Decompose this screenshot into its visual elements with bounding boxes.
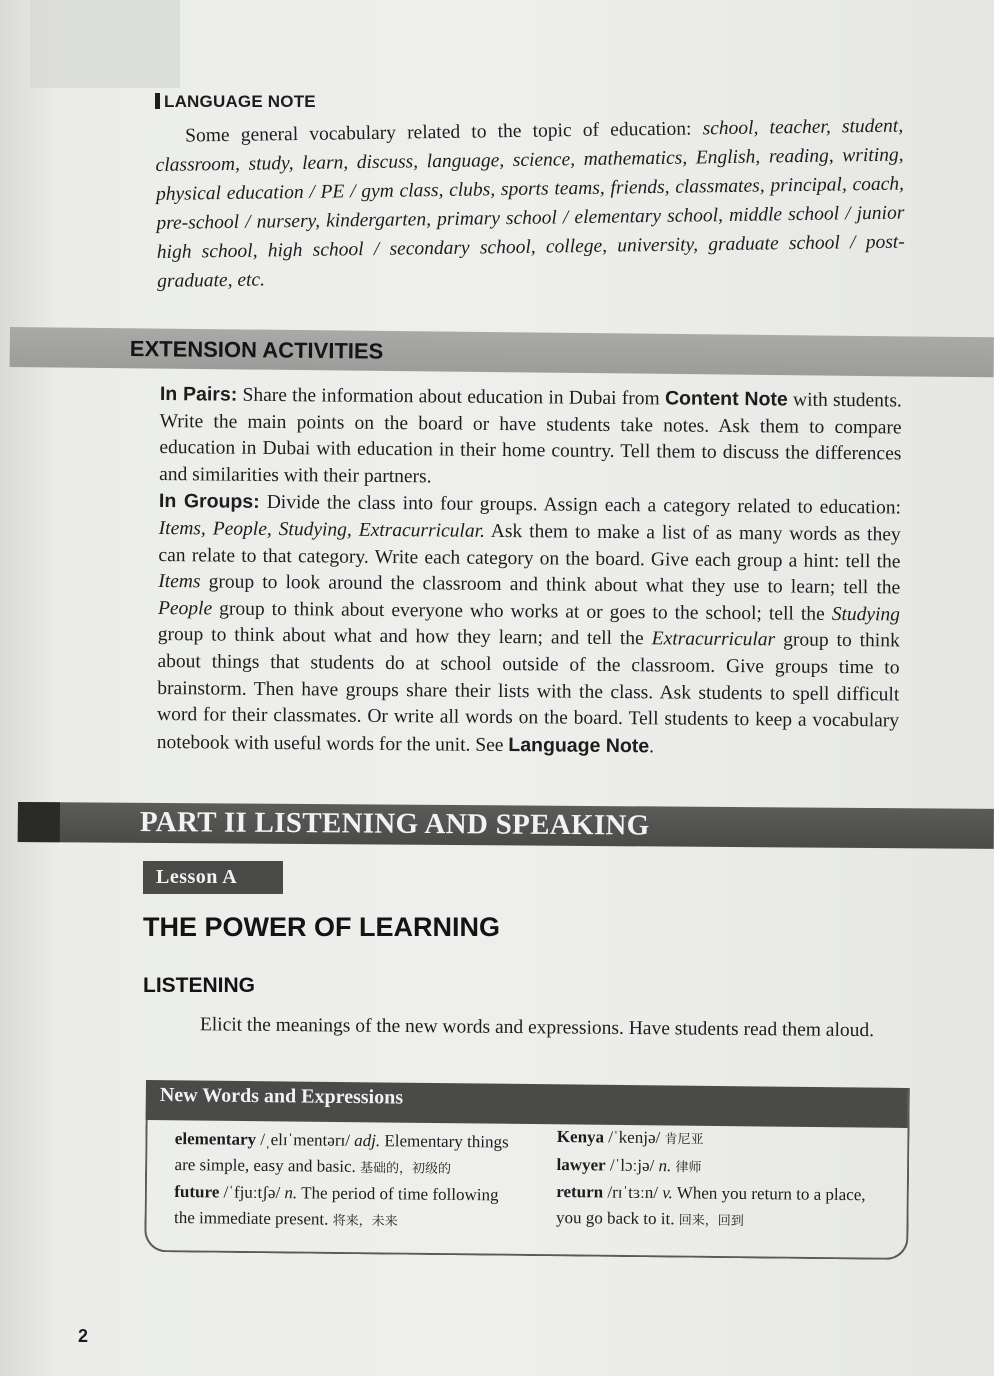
in-groups-text: Divide the class into four groups. Assign each a category related to education: [259,492,902,519]
pronunciation: /ˈkenjə/ [604,1127,665,1148]
page-number: 2 [78,1326,89,1346]
in-groups-text-2: Ask them to make a list of as many words as they can relate to that category. Write each category on the board. Give each group a hint: tell the [158,520,901,573]
headword: return [556,1181,604,1202]
definition: Elementary things are simple, easy and basic. [174,1131,509,1176]
language-note-intro: Some general vocabulary related to the topic of education: [185,118,703,147]
part-title: PART II LISTENING AND SPEAKING [139,806,650,842]
pronunciation: /ˌelɪˈmentərɪ/ [255,1129,355,1150]
content-note-reference: Content Note [664,387,788,411]
part-of-speech: v. [662,1183,673,1203]
in-groups-text-4: group to think about everyone who works at or goes to the school; tell the [212,598,832,625]
in-groups-paragraph [157,488,901,762]
in-groups-text-5: group to think about what and how they learn; and tell the [157,624,652,650]
listening-instruction-text: Elicit the meanings of the new words and expressions. Have students read them aloud. [199,1014,875,1042]
pronunciation: /ˈfjuːtʃə/ [219,1182,285,1203]
studying-category: Studying [831,603,901,626]
headword: lawyer [556,1154,606,1175]
headword: elementary [174,1128,257,1149]
headword: Kenya [556,1126,605,1147]
chinese-translation: 肯尼亚 [664,1132,704,1148]
new-words-title: New Words and Expressions [159,1084,404,1109]
lesson-label: Lesson A [156,866,238,888]
heading-marker [155,93,160,109]
in-groups-text-3: group to look around the classroom and think about what they use to learn; tell the [200,571,901,599]
definition: The period of time following the immediate present. [173,1183,499,1229]
extension-activities-body [157,381,902,763]
vocab-entry-kenya [557,1124,867,1155]
in-groups-text-6: group to think about things that students do at school outside of the classroom. Give groups time to brainstorm. Then have groups share their lists with the class. Ask students to spell difficult word for their classmates. Or write all words on the board. Tell students to keep a vocabulary notebook with useful words for the unit. See [156,629,900,756]
extracurricular-category: Extracurricular [651,628,776,651]
language-note-vocabulary: school, teacher, student, classroom, study, learn, discuss, language, science, mathematics, English, reading, writing, physical education / PE / gym class, clubs, sports teams, friends, classmates, principal, coach, pre-school / nursery, kindergarten, primary school / elementary school, middle school / junior high school, high school / secondary school, college, university, graduate school / post-graduate, etc. [155,115,905,292]
in-groups-label: In Groups: [158,490,260,514]
chinese-translation: 将来，未来 [332,1213,398,1229]
chinese-translation: 律师 [675,1159,702,1176]
pronunciation: /ˈlɔːjə/ [605,1155,659,1175]
in-pairs-label: In Pairs: [159,382,238,406]
extension-activities-heading: EXTENSION ACTIVITIES [129,336,384,364]
language-note-heading [155,92,316,112]
pronunciation: /rɪˈtɜːn/ [603,1182,663,1203]
lesson-title: THE POWER OF LEARNING [143,912,500,942]
vocab-entry-lawyer [556,1151,866,1182]
definition: When you return to a place, you go back to it. [555,1183,866,1228]
corner-decoration [30,0,180,88]
in-groups-end: . [649,736,655,758]
vocab-entry-return [556,1179,867,1235]
new-words-left-column [174,1126,520,1236]
chinese-translation: 回来，回到 [678,1212,744,1229]
in-pairs-text: Share the information about education in Dubai from [237,384,666,410]
new-words-right-column [556,1124,867,1235]
section-heading-listening: LISTENING [143,974,256,997]
headword: future [174,1181,220,1202]
vocab-entry-future [174,1179,520,1236]
vocab-entry-elementary [174,1126,520,1183]
language-note-heading-text: LANGUAGE NOTE [164,92,316,111]
part-of-speech: n. [658,1155,672,1175]
in-pairs-paragraph [159,381,902,495]
items-category: Items [158,571,201,593]
category-list: Items, People, Studying, Extracurricular. [158,517,486,542]
chinese-translation: 基础的，初级的 [360,1160,452,1177]
language-note-reference: Language Note [508,733,650,758]
in-pairs-text-cont: with students. Write the main points on the board or have students take notes. Ask them to compare education in Dubai with education in their home country. Tell them to discuss the differences and similarities with their partners. [159,389,902,488]
language-note-paragraph [155,112,905,296]
part-of-speech: adj. [354,1130,381,1151]
people-category: People [157,597,213,620]
part-of-speech: n. [284,1183,298,1203]
